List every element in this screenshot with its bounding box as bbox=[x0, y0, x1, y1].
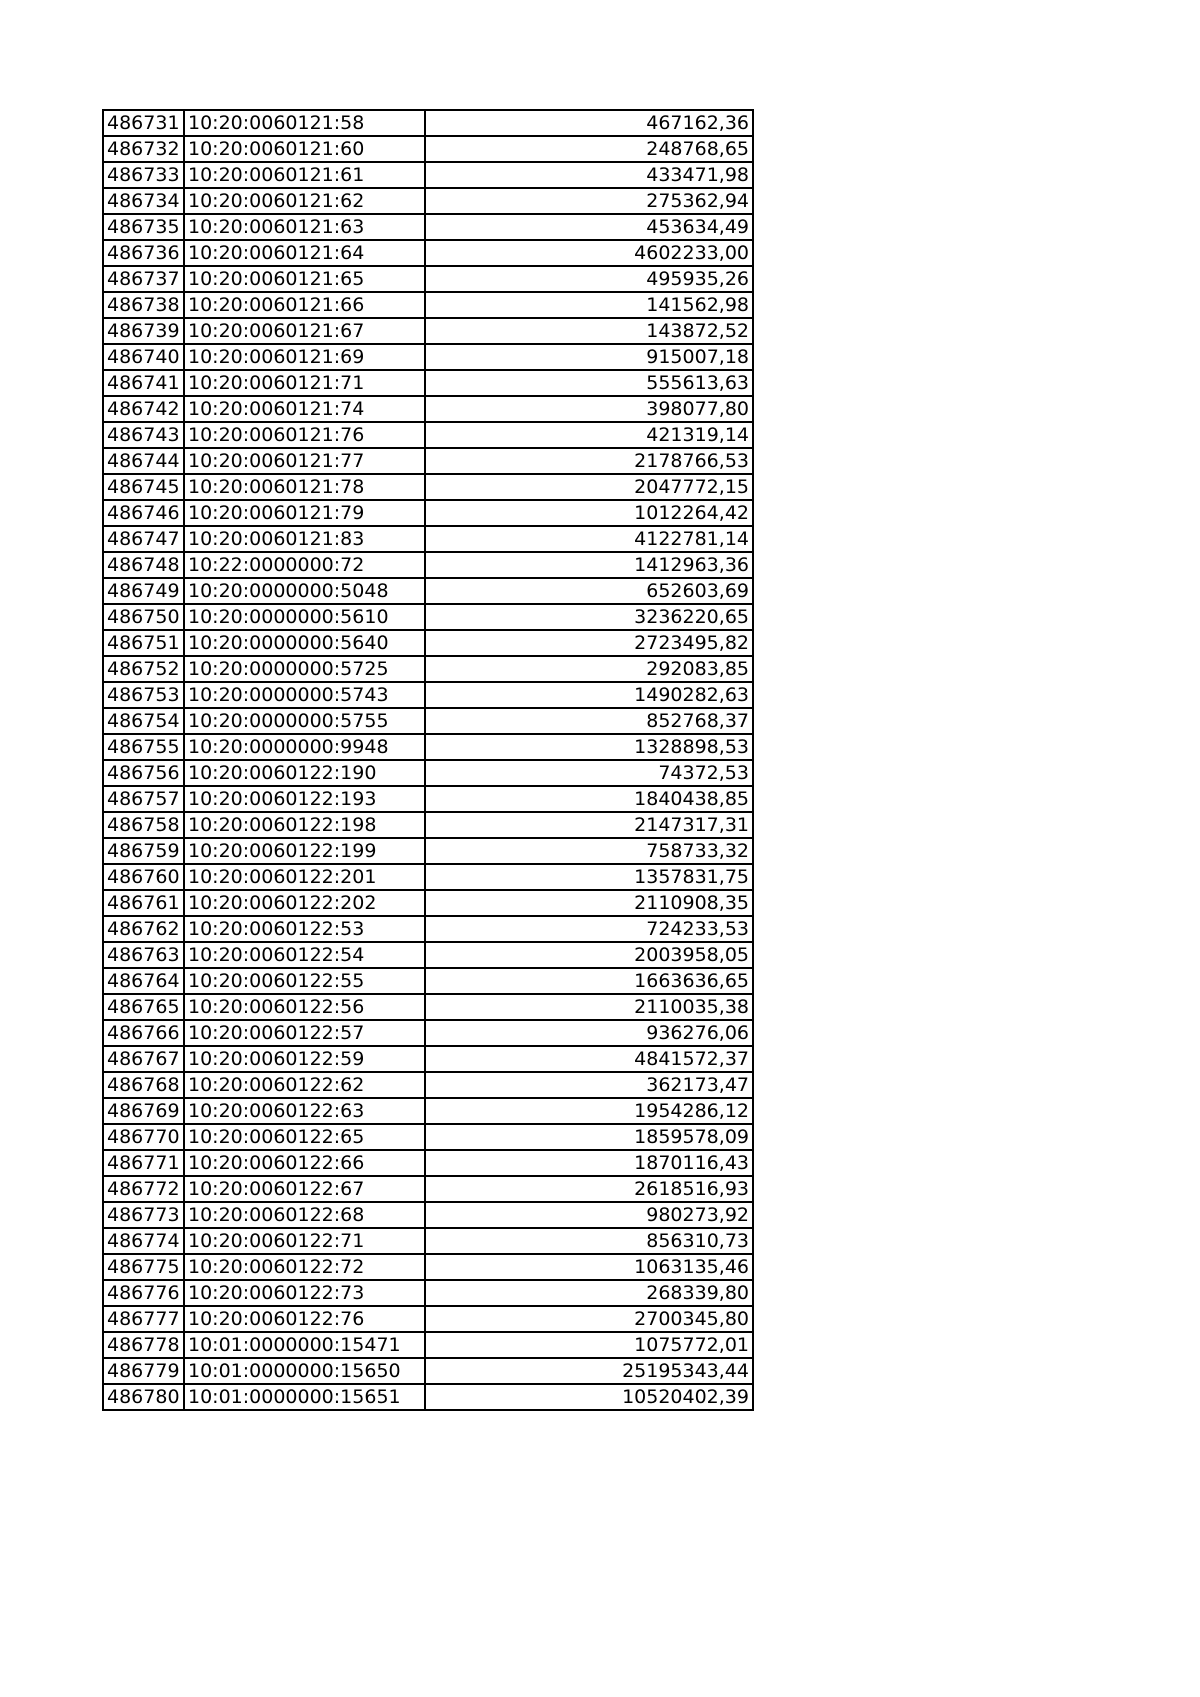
table-row bbox=[103, 1072, 753, 1098]
amount-cell: 1412963,36 bbox=[425, 552, 753, 578]
row-id-cell: 486773 bbox=[103, 1202, 184, 1228]
table-row bbox=[103, 656, 753, 682]
row-id-cell: 486760 bbox=[103, 864, 184, 890]
amount-cell: 467162,36 bbox=[425, 110, 753, 136]
amount-cell: 1328898,53 bbox=[425, 734, 753, 760]
cadastral-number-cell: 10:20:0060122:198 bbox=[184, 812, 425, 838]
row-id-cell: 486763 bbox=[103, 942, 184, 968]
cadastral-number-cell: 10:20:0060122:190 bbox=[184, 760, 425, 786]
amount-cell: 2618516,93 bbox=[425, 1176, 753, 1202]
amount-cell: 4841572,37 bbox=[425, 1046, 753, 1072]
row-id-cell: 486744 bbox=[103, 448, 184, 474]
table-row bbox=[103, 552, 753, 578]
row-id-cell: 486734 bbox=[103, 188, 184, 214]
amount-cell: 555613,63 bbox=[425, 370, 753, 396]
cadastral-number-cell: 10:20:0060121:63 bbox=[184, 214, 425, 240]
cadastral-number-cell: 10:20:0060122:76 bbox=[184, 1306, 425, 1332]
amount-cell: 980273,92 bbox=[425, 1202, 753, 1228]
row-id-cell: 486753 bbox=[103, 682, 184, 708]
row-id-cell: 486732 bbox=[103, 136, 184, 162]
row-id-cell: 486745 bbox=[103, 474, 184, 500]
cadastral-number-cell: 10:20:0060121:62 bbox=[184, 188, 425, 214]
amount-cell: 652603,69 bbox=[425, 578, 753, 604]
table-row bbox=[103, 1124, 753, 1150]
amount-cell: 2147317,31 bbox=[425, 812, 753, 838]
cadastral-number-cell: 10:01:0000000:15471 bbox=[184, 1332, 425, 1358]
cadastral-number-cell: 10:20:0060122:199 bbox=[184, 838, 425, 864]
cadastral-number-cell: 10:20:0060122:67 bbox=[184, 1176, 425, 1202]
row-id-cell: 486776 bbox=[103, 1280, 184, 1306]
cadastral-number-cell: 10:20:0060122:202 bbox=[184, 890, 425, 916]
row-id-cell: 486741 bbox=[103, 370, 184, 396]
amount-cell: 852768,37 bbox=[425, 708, 753, 734]
cadastral-number-cell: 10:20:0060121:66 bbox=[184, 292, 425, 318]
table-row bbox=[103, 1384, 753, 1410]
amount-cell: 1663636,65 bbox=[425, 968, 753, 994]
row-id-cell: 486738 bbox=[103, 292, 184, 318]
table-row bbox=[103, 500, 753, 526]
row-id-cell: 486752 bbox=[103, 656, 184, 682]
table-row bbox=[103, 1150, 753, 1176]
cadastral-number-cell: 10:20:0060122:63 bbox=[184, 1098, 425, 1124]
amount-cell: 1954286,12 bbox=[425, 1098, 753, 1124]
cadastral-number-cell: 10:20:0060121:79 bbox=[184, 500, 425, 526]
cadastral-number-cell: 10:22:0000000:72 bbox=[184, 552, 425, 578]
table-row bbox=[103, 240, 753, 266]
amount-cell: 1063135,46 bbox=[425, 1254, 753, 1280]
row-id-cell: 486778 bbox=[103, 1332, 184, 1358]
table-row bbox=[103, 994, 753, 1020]
amount-cell: 2110908,35 bbox=[425, 890, 753, 916]
table-row bbox=[103, 812, 753, 838]
amount-cell: 495935,26 bbox=[425, 266, 753, 292]
row-id-cell: 486777 bbox=[103, 1306, 184, 1332]
amount-cell: 1870116,43 bbox=[425, 1150, 753, 1176]
cadastral-number-cell: 10:20:0060121:74 bbox=[184, 396, 425, 422]
row-id-cell: 486774 bbox=[103, 1228, 184, 1254]
table-row bbox=[103, 708, 753, 734]
row-id-cell: 486751 bbox=[103, 630, 184, 656]
amount-cell: 1075772,01 bbox=[425, 1332, 753, 1358]
cadastral-number-cell: 10:20:0000000:5743 bbox=[184, 682, 425, 708]
cadastral-number-cell: 10:20:0000000:5048 bbox=[184, 578, 425, 604]
amount-cell: 915007,18 bbox=[425, 344, 753, 370]
table-row bbox=[103, 1228, 753, 1254]
row-id-cell: 486731 bbox=[103, 110, 184, 136]
cadastral-number-cell: 10:20:0060122:55 bbox=[184, 968, 425, 994]
row-id-cell: 486743 bbox=[103, 422, 184, 448]
cadastral-number-cell: 10:20:0060121:83 bbox=[184, 526, 425, 552]
amount-cell: 4602233,00 bbox=[425, 240, 753, 266]
row-id-cell: 486766 bbox=[103, 1020, 184, 1046]
amount-cell: 2003958,05 bbox=[425, 942, 753, 968]
cadastral-number-cell: 10:20:0060122:73 bbox=[184, 1280, 425, 1306]
amount-cell: 2110035,38 bbox=[425, 994, 753, 1020]
table-row bbox=[103, 1202, 753, 1228]
cadastral-number-cell: 10:20:0060122:65 bbox=[184, 1124, 425, 1150]
row-id-cell: 486775 bbox=[103, 1254, 184, 1280]
table-row bbox=[103, 942, 753, 968]
row-id-cell: 486761 bbox=[103, 890, 184, 916]
cadastral-number-cell: 10:20:0060122:71 bbox=[184, 1228, 425, 1254]
row-id-cell: 486772 bbox=[103, 1176, 184, 1202]
table-row bbox=[103, 1176, 753, 1202]
row-id-cell: 486780 bbox=[103, 1384, 184, 1410]
table-row bbox=[103, 578, 753, 604]
row-id-cell: 486759 bbox=[103, 838, 184, 864]
cadastral-number-cell: 10:20:0060122:54 bbox=[184, 942, 425, 968]
row-id-cell: 486758 bbox=[103, 812, 184, 838]
table-row bbox=[103, 292, 753, 318]
table-row bbox=[103, 162, 753, 188]
cadastral-number-cell: 10:20:0000000:5640 bbox=[184, 630, 425, 656]
amount-cell: 433471,98 bbox=[425, 162, 753, 188]
cadastral-number-cell: 10:20:0000000:5725 bbox=[184, 656, 425, 682]
table-row bbox=[103, 266, 753, 292]
amount-cell: 1012264,42 bbox=[425, 500, 753, 526]
cadastral-number-cell: 10:20:0060121:64 bbox=[184, 240, 425, 266]
cadastral-number-cell: 10:20:0060121:65 bbox=[184, 266, 425, 292]
table-row bbox=[103, 890, 753, 916]
amount-cell: 453634,49 bbox=[425, 214, 753, 240]
table-row bbox=[103, 214, 753, 240]
cadastral-number-cell: 10:20:0060122:68 bbox=[184, 1202, 425, 1228]
table-body bbox=[103, 110, 753, 1410]
amount-cell: 856310,73 bbox=[425, 1228, 753, 1254]
table-row bbox=[103, 630, 753, 656]
row-id-cell: 486736 bbox=[103, 240, 184, 266]
row-id-cell: 486739 bbox=[103, 318, 184, 344]
row-id-cell: 486765 bbox=[103, 994, 184, 1020]
amount-cell: 275362,94 bbox=[425, 188, 753, 214]
amount-cell: 421319,14 bbox=[425, 422, 753, 448]
table-row bbox=[103, 1332, 753, 1358]
row-id-cell: 486749 bbox=[103, 578, 184, 604]
table-row bbox=[103, 1020, 753, 1046]
table-row bbox=[103, 344, 753, 370]
table-row bbox=[103, 760, 753, 786]
amount-cell: 1840438,85 bbox=[425, 786, 753, 812]
amount-cell: 2723495,82 bbox=[425, 630, 753, 656]
amount-cell: 1859578,09 bbox=[425, 1124, 753, 1150]
table-row bbox=[103, 110, 753, 136]
cadastral-number-cell: 10:20:0060122:56 bbox=[184, 994, 425, 1020]
table-row bbox=[103, 916, 753, 942]
cadastral-number-cell: 10:20:0060121:61 bbox=[184, 162, 425, 188]
amount-cell: 1357831,75 bbox=[425, 864, 753, 890]
cadastral-number-cell: 10:20:0000000:9948 bbox=[184, 734, 425, 760]
table-row bbox=[103, 1254, 753, 1280]
cadastral-number-cell: 10:20:0060121:71 bbox=[184, 370, 425, 396]
cadastral-number-cell: 10:20:0060122:53 bbox=[184, 916, 425, 942]
cadastral-number-cell: 10:20:0060122:59 bbox=[184, 1046, 425, 1072]
row-id-cell: 486737 bbox=[103, 266, 184, 292]
data-table bbox=[102, 109, 754, 1411]
table-row bbox=[103, 838, 753, 864]
row-id-cell: 486779 bbox=[103, 1358, 184, 1384]
table-row bbox=[103, 448, 753, 474]
amount-cell: 2700345,80 bbox=[425, 1306, 753, 1332]
cadastral-number-cell: 10:01:0000000:15650 bbox=[184, 1358, 425, 1384]
cadastral-number-cell: 10:20:0060122:193 bbox=[184, 786, 425, 812]
table-row bbox=[103, 474, 753, 500]
cadastral-number-cell: 10:20:0060122:72 bbox=[184, 1254, 425, 1280]
cadastral-number-cell: 10:20:0060121:67 bbox=[184, 318, 425, 344]
row-id-cell: 486747 bbox=[103, 526, 184, 552]
cadastral-number-cell: 10:20:0060121:69 bbox=[184, 344, 425, 370]
amount-cell: 25195343,44 bbox=[425, 1358, 753, 1384]
cadastral-number-cell: 10:20:0060121:58 bbox=[184, 110, 425, 136]
row-id-cell: 486750 bbox=[103, 604, 184, 630]
amount-cell: 362173,47 bbox=[425, 1072, 753, 1098]
row-id-cell: 486756 bbox=[103, 760, 184, 786]
table-row bbox=[103, 1280, 753, 1306]
amount-cell: 936276,06 bbox=[425, 1020, 753, 1046]
table-row bbox=[103, 1358, 753, 1384]
cadastral-number-cell: 10:20:0060122:66 bbox=[184, 1150, 425, 1176]
row-id-cell: 486755 bbox=[103, 734, 184, 760]
cadastral-number-cell: 10:20:0060122:201 bbox=[184, 864, 425, 890]
amount-cell: 268339,80 bbox=[425, 1280, 753, 1306]
amount-cell: 398077,80 bbox=[425, 396, 753, 422]
table-row bbox=[103, 396, 753, 422]
row-id-cell: 486742 bbox=[103, 396, 184, 422]
amount-cell: 724233,53 bbox=[425, 916, 753, 942]
amount-cell: 4122781,14 bbox=[425, 526, 753, 552]
table-row bbox=[103, 864, 753, 890]
cadastral-number-cell: 10:20:0060122:57 bbox=[184, 1020, 425, 1046]
row-id-cell: 486764 bbox=[103, 968, 184, 994]
row-id-cell: 486768 bbox=[103, 1072, 184, 1098]
table-row bbox=[103, 604, 753, 630]
cadastral-number-cell: 10:20:0060122:62 bbox=[184, 1072, 425, 1098]
table-row bbox=[103, 370, 753, 396]
table-row bbox=[103, 136, 753, 162]
table-row bbox=[103, 968, 753, 994]
row-id-cell: 486762 bbox=[103, 916, 184, 942]
row-id-cell: 486769 bbox=[103, 1098, 184, 1124]
row-id-cell: 486746 bbox=[103, 500, 184, 526]
table-row bbox=[103, 526, 753, 552]
amount-cell: 143872,52 bbox=[425, 318, 753, 344]
table-row bbox=[103, 422, 753, 448]
cadastral-number-cell: 10:01:0000000:15651 bbox=[184, 1384, 425, 1410]
amount-cell: 248768,65 bbox=[425, 136, 753, 162]
table-row bbox=[103, 1306, 753, 1332]
amount-cell: 758733,32 bbox=[425, 838, 753, 864]
cadastral-number-cell: 10:20:0060121:78 bbox=[184, 474, 425, 500]
amount-cell: 292083,85 bbox=[425, 656, 753, 682]
cadastral-number-cell: 10:20:0060121:77 bbox=[184, 448, 425, 474]
amount-cell: 2178766,53 bbox=[425, 448, 753, 474]
amount-cell: 10520402,39 bbox=[425, 1384, 753, 1410]
row-id-cell: 486770 bbox=[103, 1124, 184, 1150]
row-id-cell: 486754 bbox=[103, 708, 184, 734]
table-row bbox=[103, 1046, 753, 1072]
row-id-cell: 486735 bbox=[103, 214, 184, 240]
amount-cell: 2047772,15 bbox=[425, 474, 753, 500]
table-row bbox=[103, 188, 753, 214]
cadastral-number-cell: 10:20:0060121:76 bbox=[184, 422, 425, 448]
row-id-cell: 486757 bbox=[103, 786, 184, 812]
amount-cell: 1490282,63 bbox=[425, 682, 753, 708]
amount-cell: 3236220,65 bbox=[425, 604, 753, 630]
table-row bbox=[103, 682, 753, 708]
table-row bbox=[103, 318, 753, 344]
cadastral-number-cell: 10:20:0000000:5610 bbox=[184, 604, 425, 630]
table-row bbox=[103, 734, 753, 760]
cadastral-number-cell: 10:20:0000000:5755 bbox=[184, 708, 425, 734]
row-id-cell: 486767 bbox=[103, 1046, 184, 1072]
row-id-cell: 486733 bbox=[103, 162, 184, 188]
table-row bbox=[103, 786, 753, 812]
amount-cell: 141562,98 bbox=[425, 292, 753, 318]
row-id-cell: 486771 bbox=[103, 1150, 184, 1176]
table-row bbox=[103, 1098, 753, 1124]
cadastral-number-cell: 10:20:0060121:60 bbox=[184, 136, 425, 162]
row-id-cell: 486740 bbox=[103, 344, 184, 370]
row-id-cell: 486748 bbox=[103, 552, 184, 578]
amount-cell: 74372,53 bbox=[425, 760, 753, 786]
